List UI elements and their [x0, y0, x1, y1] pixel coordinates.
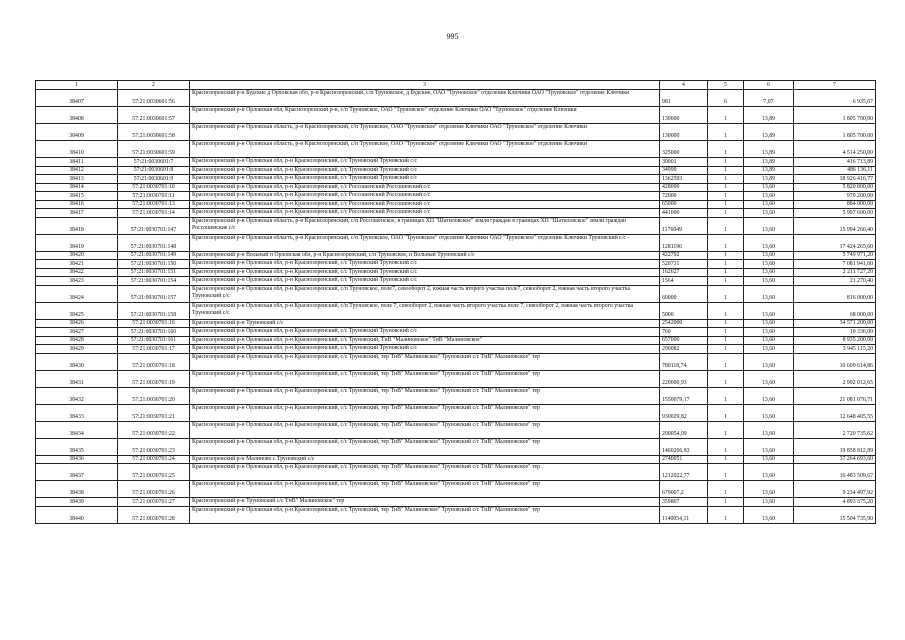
area-cell: 1212022,77	[660, 464, 708, 481]
address-description-cell: Краснозоренский р-н Орловская обл, р-н Краснозоренский, с/с Труновский Труновский с/с	[190, 158, 660, 167]
row-number-cell: 38415	[36, 192, 118, 201]
rate-cell: 13,89	[744, 166, 794, 175]
cadastral-number-cell: 57:21:0030601:58	[118, 124, 190, 141]
table-row	[36, 268, 876, 277]
area-cell: 72000	[660, 192, 708, 201]
count-cell: 1	[708, 234, 744, 251]
row-number-cell: 38426	[36, 319, 118, 328]
rate-cell: 13,60	[744, 353, 794, 370]
row-number-cell: 38421	[36, 260, 118, 269]
rate-cell: 13,60	[744, 345, 794, 354]
cadastral-number-cell: 57:21:0030601:59	[118, 141, 190, 158]
cadastral-number-cell: 57:21:0030701:17	[118, 345, 190, 354]
area-cell: 780118,74	[660, 353, 708, 370]
area-cell: 200054,09	[660, 421, 708, 438]
column-header: 1	[36, 81, 118, 90]
table-row	[36, 455, 876, 464]
row-number-cell: 38432	[36, 387, 118, 404]
row-number-cell: 38418	[36, 217, 118, 234]
rate-cell: 13,60	[744, 302, 794, 319]
area-cell: 930029,82	[660, 404, 708, 421]
cadastral-number-cell: 57:21:0030701:150	[118, 260, 190, 269]
cadastral-value-cell: 816 000,00	[794, 285, 876, 302]
table-row	[36, 124, 876, 141]
count-cell: 1	[708, 421, 744, 438]
rate-cell: 13,60	[744, 498, 794, 507]
count-cell: 1	[708, 200, 744, 209]
table-row	[36, 175, 876, 184]
row-number-cell: 38427	[36, 328, 118, 337]
table-row	[36, 277, 876, 286]
address-description-cell: Краснозоренский р-н Орловская область, р-н Краснозоренский, с/п Россошенское, в границах ХП "Шатиловское" земля граждан в границах ХП "Шатиловское" земли граждан Россошенские с/с	[190, 217, 660, 234]
address-description-cell: Краснозоренский р-н Орловская обл, р-н Краснозоренский, с/п Труновское, поле 7, севооборот 2, южная часть второго участка поле 7, севооборот 2, южная часть второго участка Труновский с/с	[190, 302, 660, 319]
cadastral-number-cell: 57:21:0030601:7	[118, 158, 190, 167]
cadastral-value-cell: 21 270,40	[794, 277, 876, 286]
row-number-cell: 38440	[36, 506, 118, 523]
cadastral-number-cell: 57:21:0030701:27	[118, 498, 190, 507]
row-number-cell: 38407	[36, 90, 118, 107]
address-description-cell: Краснозоренский р-н Орловская обл, р-н Краснозоренский, с/п Труновское, поле7, севооборот 2, южная часть второго участка поле7, севооборот 2, южная часть второго участка Труновский с/с	[190, 285, 660, 302]
column-header: 7	[794, 81, 876, 90]
count-cell: 1	[708, 183, 744, 192]
area-cell: 325000	[660, 141, 708, 158]
cadastral-value-cell: 19 858 812,89	[794, 438, 876, 455]
table-row	[36, 209, 876, 218]
table-row	[36, 234, 876, 251]
address-description-cell: Краснозоренский р-н Орловская обл, р-н Краснозоренский, с/с Россошенский Россошенский с/с	[190, 183, 660, 192]
area-cell: 1281196	[660, 234, 708, 251]
rate-cell: 13,60	[744, 336, 794, 345]
rate-cell: 13,89	[744, 124, 794, 141]
row-number-cell: 38408	[36, 107, 118, 124]
table-row	[36, 166, 876, 175]
cadastral-number-cell: 57:21:0030601:56	[118, 90, 190, 107]
count-cell: 1	[708, 192, 744, 201]
cadastral-number-cell: 57:21:0030701:19	[118, 370, 190, 387]
cadastral-value-cell: 68 000,00	[794, 302, 876, 319]
row-number-cell: 38436	[36, 455, 118, 464]
count-cell: 1	[708, 175, 744, 184]
count-cell: 1	[708, 404, 744, 421]
cadastral-value-cell: 10 609 614,86	[794, 353, 876, 370]
table-row	[36, 260, 876, 269]
column-header: 4	[660, 81, 708, 90]
count-cell: 1	[708, 124, 744, 141]
address-description-cell: Краснозоренский р-н Вольный п Орловская обл, р-н Краснозоренский, с/п Труновское, п Вольный Труновский с/с	[190, 251, 660, 260]
table-row	[36, 506, 876, 523]
rate-cell: 13,60	[744, 370, 794, 387]
area-cell: 34999	[660, 166, 708, 175]
area-cell: 428000	[660, 183, 708, 192]
area-cell: 422792	[660, 251, 708, 260]
count-cell: 1	[708, 217, 744, 234]
area-cell: 130000	[660, 124, 708, 141]
cadastral-value-cell: 6 935,67	[794, 90, 876, 107]
cadastral-number-cell: 57:21:0030701:21	[118, 404, 190, 421]
rate-cell: 13,60	[744, 277, 794, 286]
rate-cell: 13,60	[744, 268, 794, 277]
address-description-cell: Краснозоренский р-н Труновский с/с ТнВ" Малиновское" тер	[190, 498, 660, 507]
table-row	[36, 481, 876, 498]
table-row	[36, 328, 876, 337]
address-description-cell: Краснозоренский р-н Орловская обл, р-н Краснозоренский, с/с Труновский, тер ТнВ" Малиновское" Труновский с/с ТнВ" Малиновское" тер	[190, 353, 660, 370]
area-cell: 130000	[660, 107, 708, 124]
table-row	[36, 183, 876, 192]
table-row	[36, 498, 876, 507]
cadastral-number-cell: 57:21:0030701:157	[118, 285, 190, 302]
row-number-cell: 38423	[36, 277, 118, 286]
column-header: 2	[118, 81, 190, 90]
table-row	[36, 353, 876, 370]
rate-cell: 13,60	[744, 217, 794, 234]
rate-cell: 13,60	[744, 438, 794, 455]
row-number-cell: 38409	[36, 124, 118, 141]
address-description-cell: Краснозоренский р-н Орловская обл, р-н Краснозоренский, с/с Россошенский Россошенский с/с	[190, 200, 660, 209]
address-description-cell: Краснозоренский р-н Орловская обл, р-н Краснозоренский, с/с Труновский, тер ТнВ" Малиновское" Труновский с/с ТнВ" Малиновское" тер	[190, 387, 660, 404]
cadastral-number-cell: 57:21:0030701:24	[118, 455, 190, 464]
count-cell: 1	[708, 455, 744, 464]
cadastral-value-cell: 4 514 250,00	[794, 141, 876, 158]
area-cell: 1550079,17	[660, 387, 708, 404]
cadastral-value-cell: 8 935 200,00	[794, 336, 876, 345]
table-row	[36, 302, 876, 319]
address-description-cell: Краснозоренский р-н Будские д Орловская обл, р-н Краснозоренский, с/п Труновское, д Будские, ОАО "Труновское" отделение Ключики ОАО "Труновское" отделение Ключики	[190, 90, 660, 107]
table-row	[36, 438, 876, 455]
area-cell: 30001	[660, 158, 708, 167]
table-row	[36, 141, 876, 158]
address-description-cell: Краснозоренский р-н Орловская обл, р-н Краснозоренский, с/с Россошенский Россошенский с/с	[190, 209, 660, 218]
cadastral-value-cell: 18 926 416,77	[794, 175, 876, 184]
area-cell: 65000	[660, 200, 708, 209]
row-number-cell: 38419	[36, 234, 118, 251]
rate-cell: 13,60	[744, 260, 794, 269]
land-registry-table	[35, 80, 876, 524]
cadastral-number-cell: 57:21:0030601:9	[118, 175, 190, 184]
address-description-cell: Краснозоренский р-н Орловская обл, р-н Краснозоренский, с/с Труновский Труновский с/с	[190, 268, 660, 277]
rate-cell: 13,60	[744, 183, 794, 192]
area-cell: 520731	[660, 260, 708, 269]
area-cell: 290082	[660, 345, 708, 354]
address-description-cell: Краснозоренский р-н Орловская обл, р-н Краснозоренский, с/с Труновский, тер ТнВ" Малиновское" Труновский с/с ТнВ" Малиновское" тер	[190, 506, 660, 523]
area-cell: 1564	[660, 277, 708, 286]
count-cell: 1	[708, 209, 744, 218]
table-row	[36, 387, 876, 404]
address-description-cell: Краснозоренский р-н Орловская обл, р-н Краснозоренский, с/с Труновский Труновский с/с	[190, 260, 660, 269]
area-cell: 760	[660, 328, 708, 337]
page-number: 995	[446, 32, 459, 41]
table-row	[36, 90, 876, 107]
row-number-cell: 38431	[36, 370, 118, 387]
address-description-cell: Краснозоренский р-н Орловская обл, р-н Краснозоренский, с/с Труновский, тер ТнВ" Малиновское" Труновский с/с ТнВ" Малиновское" тер	[190, 421, 660, 438]
column-header: 6	[744, 81, 794, 90]
row-number-cell: 38425	[36, 302, 118, 319]
rate-cell: 7,07	[744, 90, 794, 107]
table-row	[36, 345, 876, 354]
row-number-cell: 38422	[36, 268, 118, 277]
count-cell: 1	[708, 277, 744, 286]
table-row	[36, 464, 876, 481]
count-cell: 1	[708, 464, 744, 481]
cadastral-number-cell: 57:21:0030701:25	[118, 464, 190, 481]
cadastral-number-cell: 57:21:0030701:20	[118, 387, 190, 404]
cadastral-number-cell: 57:21:0030701:23	[118, 438, 190, 455]
cadastral-value-cell: 5 820 800,00	[794, 183, 876, 192]
column-header: 3	[190, 81, 660, 90]
address-description-cell: Краснозоренский р-н Орловская обл, р-н Краснозоренский, с/с Труновский, тер ТнВ" Малиновское" Труновский с/с ТнВ" Малиновское" тер	[190, 370, 660, 387]
cadastral-number-cell: 57:21:0030701:158	[118, 302, 190, 319]
address-description-cell: Краснозоренский р-н Орловская обл, р-н Краснозоренский, с/с Труновский Труновский с/с	[190, 277, 660, 286]
cadastral-number-cell: 57:21:0030701:161	[118, 336, 190, 345]
count-cell: 1	[708, 328, 744, 337]
count-cell: 1	[708, 268, 744, 277]
rate-cell: 13,60	[744, 285, 794, 302]
address-description-cell: Краснозоренский р-н Малиново с Труновский с/с	[190, 455, 660, 464]
cadastral-value-cell: 37 264 693,60	[794, 455, 876, 464]
cadastral-number-cell: 57:21:0030701:11	[118, 192, 190, 201]
cadastral-value-cell: 21 081 076,71	[794, 387, 876, 404]
cadastral-number-cell: 57:21:0030701:151	[118, 268, 190, 277]
rate-cell: 13,60	[744, 200, 794, 209]
row-number-cell: 38433	[36, 404, 118, 421]
row-number-cell: 38435	[36, 438, 118, 455]
cadastral-value-cell: 9 234 497,92	[794, 481, 876, 498]
rate-cell: 13,60	[744, 234, 794, 251]
cadastral-value-cell: 979 200,00	[794, 192, 876, 201]
cadastral-value-cell: 10 336,00	[794, 328, 876, 337]
cadastral-number-cell: 57:21:0030701:13	[118, 200, 190, 209]
row-number-cell: 38414	[36, 183, 118, 192]
table-row	[36, 421, 876, 438]
rate-cell: 13,60	[744, 464, 794, 481]
cadastral-number-cell: 57:21:0030601:8	[118, 166, 190, 175]
address-description-cell: Краснозоренский р-н Орловская область, р-н Краснозоренский, с/п Труновское, ОАО "Труновское" отделение Ключики ОАО "Труновское" отделение Ключики Труновский с/с -	[190, 234, 660, 251]
area-cell: 657000	[660, 336, 708, 345]
cadastral-number-cell: 57:21:0030701:26	[118, 481, 190, 498]
rate-cell: 13,89	[744, 107, 794, 124]
area-cell: 1460206,83	[660, 438, 708, 455]
table-row	[36, 192, 876, 201]
cadastral-number-cell: 57:21:0030701:28	[118, 506, 190, 523]
count-cell: 1	[708, 438, 744, 455]
cadastral-number-cell: 57:21:0030701:18	[118, 353, 190, 370]
count-cell: 1	[708, 506, 744, 523]
count-cell: 1	[708, 498, 744, 507]
cadastral-value-cell: 15 994 266,40	[794, 217, 876, 234]
area-cell: 679007,2	[660, 481, 708, 498]
cadastral-value-cell: 4 893 375,20	[794, 498, 876, 507]
cadastral-value-cell: 884 000,00	[794, 200, 876, 209]
count-cell: 1	[708, 285, 744, 302]
rate-cell: 13,60	[744, 251, 794, 260]
address-description-cell: Краснозоренский р-н Труновский с/с	[190, 319, 660, 328]
row-number-cell: 38434	[36, 421, 118, 438]
count-cell: 1	[708, 345, 744, 354]
address-description-cell: Краснозоренский р-н Орловская обл, р-н Краснозоренский, с/с Труновский, тер ТнВ" Малиновское" Труновский с/с ТнВ" Малиновское" тер	[190, 404, 660, 421]
table-row	[36, 200, 876, 209]
rate-cell: 13,60	[744, 328, 794, 337]
rate-cell: 13,60	[744, 481, 794, 498]
address-description-cell: Краснозоренский р-н Орловская обл, р-н Краснозоренский, с/с Россошенский Россошенский с/с	[190, 192, 660, 201]
count-cell: 1	[708, 302, 744, 319]
row-number-cell: 38439	[36, 498, 118, 507]
count-cell: 1	[708, 251, 744, 260]
rate-cell: 13,60	[744, 209, 794, 218]
count-cell: 1	[708, 387, 744, 404]
count-cell: 1	[708, 107, 744, 124]
count-cell: 1	[708, 481, 744, 498]
row-number-cell: 38437	[36, 464, 118, 481]
cadastral-value-cell: 1 805 700,00	[794, 124, 876, 141]
cadastral-number-cell: 57:21:0030701:154	[118, 277, 190, 286]
count-cell: 1	[708, 370, 744, 387]
cadastral-value-cell: 17 424 265,60	[794, 234, 876, 251]
table-body	[36, 90, 876, 524]
area-cell: 1140054,11	[660, 506, 708, 523]
area-cell: 220000,93	[660, 370, 708, 387]
area-cell: 1362593	[660, 175, 708, 184]
row-number-cell: 38438	[36, 481, 118, 498]
cadastral-number-cell: 57:21:0030701:22	[118, 421, 190, 438]
table-row	[36, 107, 876, 124]
cadastral-number-cell: 57:21:0030701:148	[118, 234, 190, 251]
cadastral-value-cell: 486 136,11	[794, 166, 876, 175]
address-description-cell: Краснозоренский р-н Орловская обл, Краснозоренский р-н, с/п Труновское, ОАО "Труновское" отделение Ключики ОАО "Труновское" отделение Ключики	[190, 107, 660, 124]
cadastral-number-cell: 57:21:0030701:149	[118, 251, 190, 260]
rate-cell: 13,89	[744, 141, 794, 158]
area-cell: 5000	[660, 302, 708, 319]
cadastral-value-cell: 2 992 012,65	[794, 370, 876, 387]
table-row	[36, 217, 876, 234]
rate-cell: 13,60	[744, 192, 794, 201]
rate-cell: 13,60	[744, 455, 794, 464]
count-cell: 6	[708, 90, 744, 107]
area-cell: 359807	[660, 498, 708, 507]
table-row	[36, 336, 876, 345]
cadastral-value-cell: 2 720 735,62	[794, 421, 876, 438]
address-description-cell: Краснозоренский р-н Орловская обл, р-н Краснозоренский, с/с Труновский, ТнВ "Малиновское" ТнВ "Малиновское"	[190, 336, 660, 345]
count-cell: 1	[708, 141, 744, 158]
count-cell: 1	[708, 260, 744, 269]
area-cell: 2542000	[660, 319, 708, 328]
area-cell: 2740051	[660, 455, 708, 464]
table-row	[36, 251, 876, 260]
count-cell: 1	[708, 158, 744, 167]
row-number-cell: 38411	[36, 158, 118, 167]
cadastral-value-cell: 16 483 509,67	[794, 464, 876, 481]
rate-cell: 13,60	[744, 506, 794, 523]
row-number-cell: 38412	[36, 166, 118, 175]
cadastral-number-cell: 57:21:0030701:14	[118, 209, 190, 218]
row-number-cell: 38429	[36, 345, 118, 354]
address-description-cell: Краснозоренский р-н Орловская обл, р-н Краснозоренский, с/с Труновский Труновский с/с	[190, 328, 660, 337]
area-cell: 162627	[660, 268, 708, 277]
table-row	[36, 319, 876, 328]
area-cell: 981	[660, 90, 708, 107]
rate-cell: 13,89	[744, 175, 794, 184]
cadastral-value-cell: 3 945 115,20	[794, 345, 876, 354]
cadastral-number-cell: 57:21:0030701:10	[118, 183, 190, 192]
cadastral-value-cell: 5 749 971,20	[794, 251, 876, 260]
table-row	[36, 370, 876, 387]
address-description-cell: Краснозоренский р-н Орловская область, р-н Краснозоренский, с/п Труновское, ОАО "Труновское" отделение Ключики ОАО "Труновское" отделение Ключики	[190, 124, 660, 141]
count-cell: 1	[708, 336, 744, 345]
row-number-cell: 38424	[36, 285, 118, 302]
address-description-cell: Краснозоренский р-н Орловская обл, р-н Краснозоренский, с/с Труновский Труновский с/с	[190, 175, 660, 184]
address-description-cell: Краснозоренский р-н Орловская обл, р-н Краснозоренский, с/с Труновский Труновский с/с	[190, 166, 660, 175]
row-number-cell: 38417	[36, 209, 118, 218]
row-number-cell: 38413	[36, 175, 118, 184]
rate-cell: 13,60	[744, 421, 794, 438]
area-cell: 441000	[660, 209, 708, 218]
count-cell: 1	[708, 166, 744, 175]
row-number-cell: 38416	[36, 200, 118, 209]
cadastral-number-cell: 57:21:0030701:160	[118, 328, 190, 337]
cadastral-value-cell: 7 081 941,60	[794, 260, 876, 269]
row-number-cell: 38410	[36, 141, 118, 158]
cadastral-value-cell: 15 504 735,90	[794, 506, 876, 523]
address-description-cell: Краснозоренский р-н Орловская обл, р-н Краснозоренский, с/с Труновский, тер ТнВ" Малиновское" Труновский с/с ТнВ" Малиновское" тер	[190, 481, 660, 498]
count-cell: 1	[708, 353, 744, 370]
rate-cell: 13,60	[744, 404, 794, 421]
table-row	[36, 158, 876, 167]
rate-cell: 13,60	[744, 319, 794, 328]
rate-cell: 13,60	[744, 387, 794, 404]
cadastral-number-cell: 57:21:0030601:57	[118, 107, 190, 124]
cadastral-value-cell: 12 648 405,55	[794, 404, 876, 421]
area-cell: 60000	[660, 285, 708, 302]
count-cell: 1	[708, 319, 744, 328]
column-header: 5	[708, 81, 744, 90]
table-row	[36, 285, 876, 302]
table-header-row	[36, 81, 876, 90]
address-description-cell: Краснозоренский р-н Орловская область, р-н Краснозоренский, с/п Труновское, ОАО "Труновское" отделение Ключики ОАО "Труновское" отделение Ключики	[190, 141, 660, 158]
cadastral-number-cell: 57:21:0030701:147	[118, 217, 190, 234]
cadastral-value-cell: 1 805 700,00	[794, 107, 876, 124]
rate-cell: 13,89	[744, 158, 794, 167]
cadastral-value-cell: 416 713,89	[794, 158, 876, 167]
cadastral-value-cell: 34 571 200,00	[794, 319, 876, 328]
cadastral-number-cell: 57:21:0030701:16	[118, 319, 190, 328]
address-description-cell: Краснозоренский р-н Орловская обл, р-н Краснозоренский, с/с Труновский, тер ТнВ" Малиновское" Труновский с/с ТнВ" Малиновское" тер	[190, 438, 660, 455]
cadastral-value-cell: 5 997 600,00	[794, 209, 876, 218]
table-row	[36, 404, 876, 421]
address-description-cell: Краснозоренский р-н Орловская обл, р-н Краснозоренский, с/с Труновский Труновский с/с	[190, 345, 660, 354]
cadastral-value-cell: 2 211 727,20	[794, 268, 876, 277]
area-cell: 1176049	[660, 217, 708, 234]
address-description-cell: Краснозоренский р-н Орловская обл, р-н Краснозоренский, с/с Труновский, тер ТнВ" Малиновское" Труновский с/с ТнВ" Малиновское" тер	[190, 464, 660, 481]
row-number-cell: 38428	[36, 336, 118, 345]
row-number-cell: 38430	[36, 353, 118, 370]
row-number-cell: 38420	[36, 251, 118, 260]
